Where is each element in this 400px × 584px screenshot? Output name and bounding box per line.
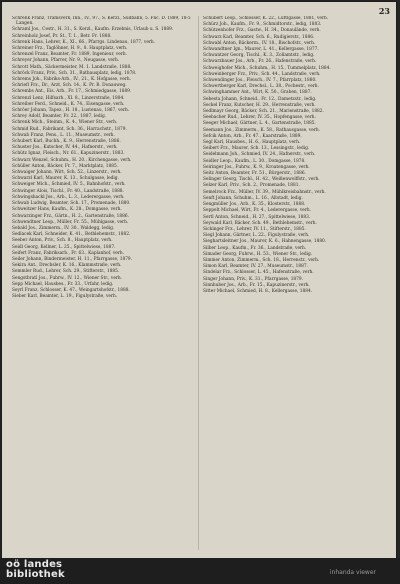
directory-entry: Selinger Georg, Tischl., H. 42., Weißenwolffstr., verh. bbox=[203, 177, 320, 183]
directory-entry: Schürz Joh., Kaufm., Fr. 9., Schmidtorstr., ledig, 1883. bbox=[203, 22, 322, 28]
directory-entry: Sieber Karl, Beamter, L. 19., Figulystraße, verh. bbox=[12, 294, 118, 300]
directory-entry: Schwarzinger Frz., Gärtn., H. 2., Gartenstraße, 1886. bbox=[12, 213, 129, 219]
directory-entry: Seywald Karl, Bäcker, Sch. 49., Bethlehemstr., verh. bbox=[203, 220, 317, 226]
directory-entry: Schwandtner Ign., Maurer, L. 41., Kellergasse, 1877. bbox=[203, 47, 319, 53]
directory-entry: Schwendinger Jos., Fleisch., IV. 7., Pfarrplatz, 1880. bbox=[203, 78, 317, 84]
directory-entry: Sebald Jos., Zimmerm., IV. 30., Waldegg, ledig. bbox=[12, 225, 115, 231]
column-divider bbox=[198, 16, 199, 550]
directory-entry: Senft Johann, Schuhm., L. 16., Altstadt, ledig. bbox=[203, 195, 303, 201]
directory-entry: Schrott Math., Säckermeister, M. 1. Landstraße, 1888. bbox=[12, 64, 132, 70]
directory-entry: Schrems Joh., Fabriks-Arb., IV., 21., K. Hofgasse, verh. bbox=[12, 77, 131, 83]
directory-entry: Schwinghammer Ant., Wirt, K. 50., Graben, 1887. bbox=[203, 90, 312, 96]
directory-entry: Selzer Karl, Priv., Sch. 2., Promenade, 1881. bbox=[203, 183, 300, 189]
directory-entry: Schreiner Frz., Taglöhner, H. 9., 8. Hauptplatz, verh. bbox=[12, 46, 128, 52]
directory-entry: Schwabl Anton, Bäckerm., IV. 18., Bischofstr., verh. bbox=[203, 40, 316, 46]
directory-entry: Seckel Franz, Kutscher, H. 29., Herrenstraße, verh. bbox=[203, 102, 316, 108]
directory-entry: Sefcik Anton, Arb., Fr. 47., Kaarstraße, 1889. bbox=[203, 133, 302, 139]
logo-line-2: bibliothek bbox=[6, 569, 65, 580]
left-column bbox=[12, 16, 194, 552]
directory-entry: Schröer Johann, Tapez., H. 18., Lustenau, 1867, verh. bbox=[12, 108, 130, 114]
directory-entry: Schützenhofer Frz., Gastw., H. 34., Donaulände, verh. bbox=[203, 28, 321, 34]
directory-entry: Schrembs Ant., Eis. Arb., Fr. 17., Schmiedgasse, 1889. bbox=[12, 89, 132, 95]
directory-entry: Seitz Anton, Beamter, Fr. 51., Bürgerstr., 1886. bbox=[203, 171, 306, 177]
directory-entry: Schweiger Mich., Schmied, IV. 5., Bahnhofstr., verh. bbox=[12, 182, 126, 188]
directory-entry: Schwaiger Johann, Wirt, Sch. 52., Linzerstr., verh. bbox=[12, 170, 122, 176]
directory-entry: Schreiber Ferd., Schneid., K. 74., Eisengasse, verh. bbox=[12, 101, 125, 107]
directory-entry: Sepp Michael, Hausbes., Fr. 33., Urfahr, ledig. bbox=[12, 281, 114, 287]
directory-entry: Sickinger Frz., Lehrer, IV. 11., Stifterstr., 1885. bbox=[203, 226, 306, 232]
directory-entry: Schrey Adolf, Beamter, Fr. 22., 1887, ledig. bbox=[12, 114, 107, 120]
viewer-footer bbox=[0, 558, 400, 584]
directory-entry: Schwarz Karl, Beamter, Sch. 6., Rudigierstr., 1886. bbox=[203, 34, 315, 40]
directory-entry: Schwinger Alois, Tischl., Fr. 40., Landstraße, 1888. bbox=[12, 188, 124, 194]
viewer-label: inhanda viewer bbox=[329, 569, 376, 576]
directory-entry: Seebacher Rud., Lehrer, IV. 35., Hopfengasse, verh. bbox=[203, 115, 316, 121]
directory-entry: Simader Georg, Fuhrw., H. 53., Wiener Str., ledig. bbox=[203, 251, 313, 257]
directory-entry: Seeber Anton, Priv., Sch. 8., Hauptplatz, verh. bbox=[12, 238, 113, 244]
directory-entry: Seyrl Franz, Schlosser, K. 47., Weingartshofstr., 1888. bbox=[12, 287, 130, 293]
directory-entry: Sedlacek Karl, Schneider, K. 41., Bethlehemstr., 1882. bbox=[12, 232, 131, 238]
directory-entry: Schwarzbauer Jos., Arb., Fr. 26., Hafenstraße, verh. bbox=[203, 59, 317, 65]
directory-entry: Seidelmann Joh., Schmied, IV. 24., Hafnerstr., verh. bbox=[203, 152, 316, 158]
directory-entry: Schwingshackl Jos., Arb., L. 3., Lederergasse, verh. bbox=[12, 194, 125, 200]
directory-entry: Semmler Rud., Lehrer, Sch. 29., Stifterstr., 1885. bbox=[12, 269, 120, 275]
directory-entry: Sinnhuber Jos., Arb., Fr. 15., Kapuzinerstr., verh. bbox=[203, 282, 310, 288]
directory-entry: Sengstbratl Jos., Fuhrw., IV. 12., Wiener Str., verh. bbox=[12, 275, 123, 281]
directory-entry: Schrenzel Franz, Beamter, Fr. 1889, Ingenieur, verh. bbox=[12, 52, 127, 58]
directory-entry: Sengmüller Jos., Arb., K. 35., Klosterstr., 1888. bbox=[203, 202, 306, 208]
directory-entry: Seibert Frz., Maurer, Sch. 13., Lessingstr., ledig. bbox=[203, 146, 310, 152]
right-column bbox=[203, 16, 385, 552]
directory-entry: Siegl Johann, Gärtner, L. 22., Figulystraße, verh. bbox=[203, 233, 310, 239]
directory-entry: Sindelar Frz., Schlosser, L. 45., Hafenstraße, verh. bbox=[203, 270, 314, 276]
directory-entry: Schröck Franz, Priv., Sch. 31., Rathausplatz, ledig, 1878. bbox=[12, 70, 137, 76]
page-number: 23 bbox=[378, 6, 390, 16]
directory-entry: Schüller Anton, Bäcker, Fr. 7., Marktplatz, 1885. bbox=[12, 163, 119, 169]
directory-entry: Schweighofer Mich., Schuhm., H. 15., Tummelplatz, 1884. bbox=[203, 65, 331, 71]
directory-entry: Schwab Franz, Pens., L. 11., Museumstr., verh. bbox=[12, 132, 115, 138]
directory-entry: Seifert Franz, Fabriksarb., Fr. 63., Kaplanhof, verh. bbox=[12, 250, 124, 256]
directory-entry: Silber Leop., Kaufm., Fr. 36., Landstraße, verh. bbox=[203, 245, 307, 251]
directory-entry: Simmer Anton, Zimmerm., Sch. 18., Herrenstr., verh. bbox=[203, 257, 320, 263]
logo-line-1: oö landes bbox=[6, 559, 63, 570]
directory-entry: Schweitzer Hans, Kaufm., K. 28., Domgasse, verh. bbox=[12, 207, 122, 213]
directory-entry: Sitter Michael, Schmied, H. 8., Kellergasse, 1884. bbox=[203, 288, 313, 294]
directory-entry: Seidl Georg, Kellner, L. 25., Spittelwiese, 1887. bbox=[12, 244, 116, 250]
directory-entry: Seiler Johann, Bindermeister, H. 11., Pfarrgasse, 1879. bbox=[12, 256, 133, 262]
directory-entry: Schwertberger Karl, Drechsl., L. 38., Pochestr., verh. bbox=[203, 84, 319, 90]
directory-entry: Schreyer Johann, Pfarrer, Nr. 9., Neugasse, verh. bbox=[12, 58, 120, 64]
directory-entry: Schubert Leop., Schlosser, K. 22., Lüftlgasse, 1881, verh. bbox=[203, 16, 329, 21]
directory-entry: Seemann Jos., Zimmerm., K. 58., Rathausgasse, verh. bbox=[203, 127, 321, 133]
directory-entry: Schwab Ludwig, Beamter, Sch. 17., Promenade, 1880. bbox=[12, 201, 131, 207]
directory-entry: Schwantzer Georg, Tischl., K. 3., Zollamtstr., ledig. bbox=[203, 53, 315, 59]
scanned-page bbox=[2, 2, 396, 558]
directory-entry: Simon Karl, Beamter, IV. 27., Museumstr., 1887. bbox=[203, 264, 308, 270]
directory-entry: Schmid Rud., Fabrikant, Sch. 36., Harrachstr., 1879. bbox=[12, 126, 127, 132]
directory-entry: Schrenzl Lenz, Hilfsarb., XI. 8., Linzerstraße, 1884. bbox=[12, 95, 125, 101]
directory-entry: Schwarz Wenzel, Schuhm., H. 20., Kirchengasse, verh. bbox=[12, 157, 132, 163]
directory-entry: Seiringer Jos., Fuhrw., K. 9., Kroatengasse, verh. bbox=[203, 164, 310, 170]
directory-entry: Schreinholz Josef, Pr. St., T. 1., Betr. Fr. 1888. bbox=[12, 33, 112, 39]
directory-entry: Schubert Karl, Buchh., K. 9., Herrenstraße, 1886. bbox=[12, 139, 121, 145]
directory-entry: Segl Karl, Hausbes., H. 6., Hauptplatz, verh. bbox=[203, 140, 301, 146]
directory-entry: Sekira Ant., Drechsler, K. 16., Klammstraße, verh. bbox=[12, 263, 122, 269]
directory-entry: Schrenk Hans, Lehrer, K., XI., 66., Pfarrgs. Lindenau, 1877, verh. bbox=[12, 39, 156, 45]
directory-entry: Seidler Leop., Kaufm., L. 30., Domgasse, 1878. bbox=[203, 158, 306, 164]
directory-entry: Schweinberger Frz., Priv., Sch. 44., Landstraße, verh. bbox=[203, 71, 321, 77]
directory-entry: Schwarzl Karl, Maurer, K. 13., Schulgasse, ledig. bbox=[12, 176, 119, 182]
directory-entry: Schriefl Frz., Dr., Arzt, Sch. 14., K. Pr. B. Donauweg. bbox=[12, 83, 127, 89]
directory-entry: Schrenk Franz, Tramsverk, Inn., IV., 97., S. Kerzl., Südbahn, 5. Fnc. D. 1889, 18-5 Langen. bbox=[12, 16, 191, 27]
directory-entry: Schuster Jos., Kutscher, IV. 44., Hafnerstr., verh. bbox=[12, 145, 118, 151]
directory-entry: Sedlmayr Georg, Bäcker, Sch. 21., Marienstraße, 1882. bbox=[203, 109, 324, 115]
directory-entry: Schrenk Mich., Steinm., K. 4., Wiener Str., verh. bbox=[12, 120, 118, 126]
directory-entry: Seeger Michael, Gärtner, L. 4., Gartenstraße, 1885. bbox=[203, 121, 316, 127]
directory-entry: Schütz Ignaz, Fleisch., Nr. 61., Kapuzinerstr., 1883. bbox=[12, 151, 125, 157]
directory-entry: Sertl Anton, Schneid., H. 27., Spittelwiese, 1883. bbox=[203, 214, 311, 220]
directory-entry: Seppelt Michael, Wirt, Fr. 4., Lederergasse, verh. bbox=[203, 208, 312, 214]
directory-entry: Schwendtner Leop., Müller, Fr. 55., Mühlgasse, verh. bbox=[12, 219, 129, 225]
library-logo[interactable] bbox=[6, 560, 65, 580]
directory-entry: Semelrock Frz., Müller, IV. 39., Mühlkreisbahnstr., verh. bbox=[203, 189, 326, 195]
directory-entry: Schraml Jos., Cestr., H. 31., S. Kerzl., Kaufm. Erzebnis, Urlaub u. S. 1889. bbox=[12, 27, 174, 33]
directory-entry: Sieghartsleitner Jos., Maurer, K. 6., Hahnengasse, 1880. bbox=[203, 239, 327, 245]
directory-entry: Sebesta Johann, Schneid., Fr. 12., Dametzstr., ledig. bbox=[203, 96, 317, 102]
directory-entry: Singer Johann, Priv., K. 31., Pfarrgasse, 1879. bbox=[203, 276, 303, 282]
